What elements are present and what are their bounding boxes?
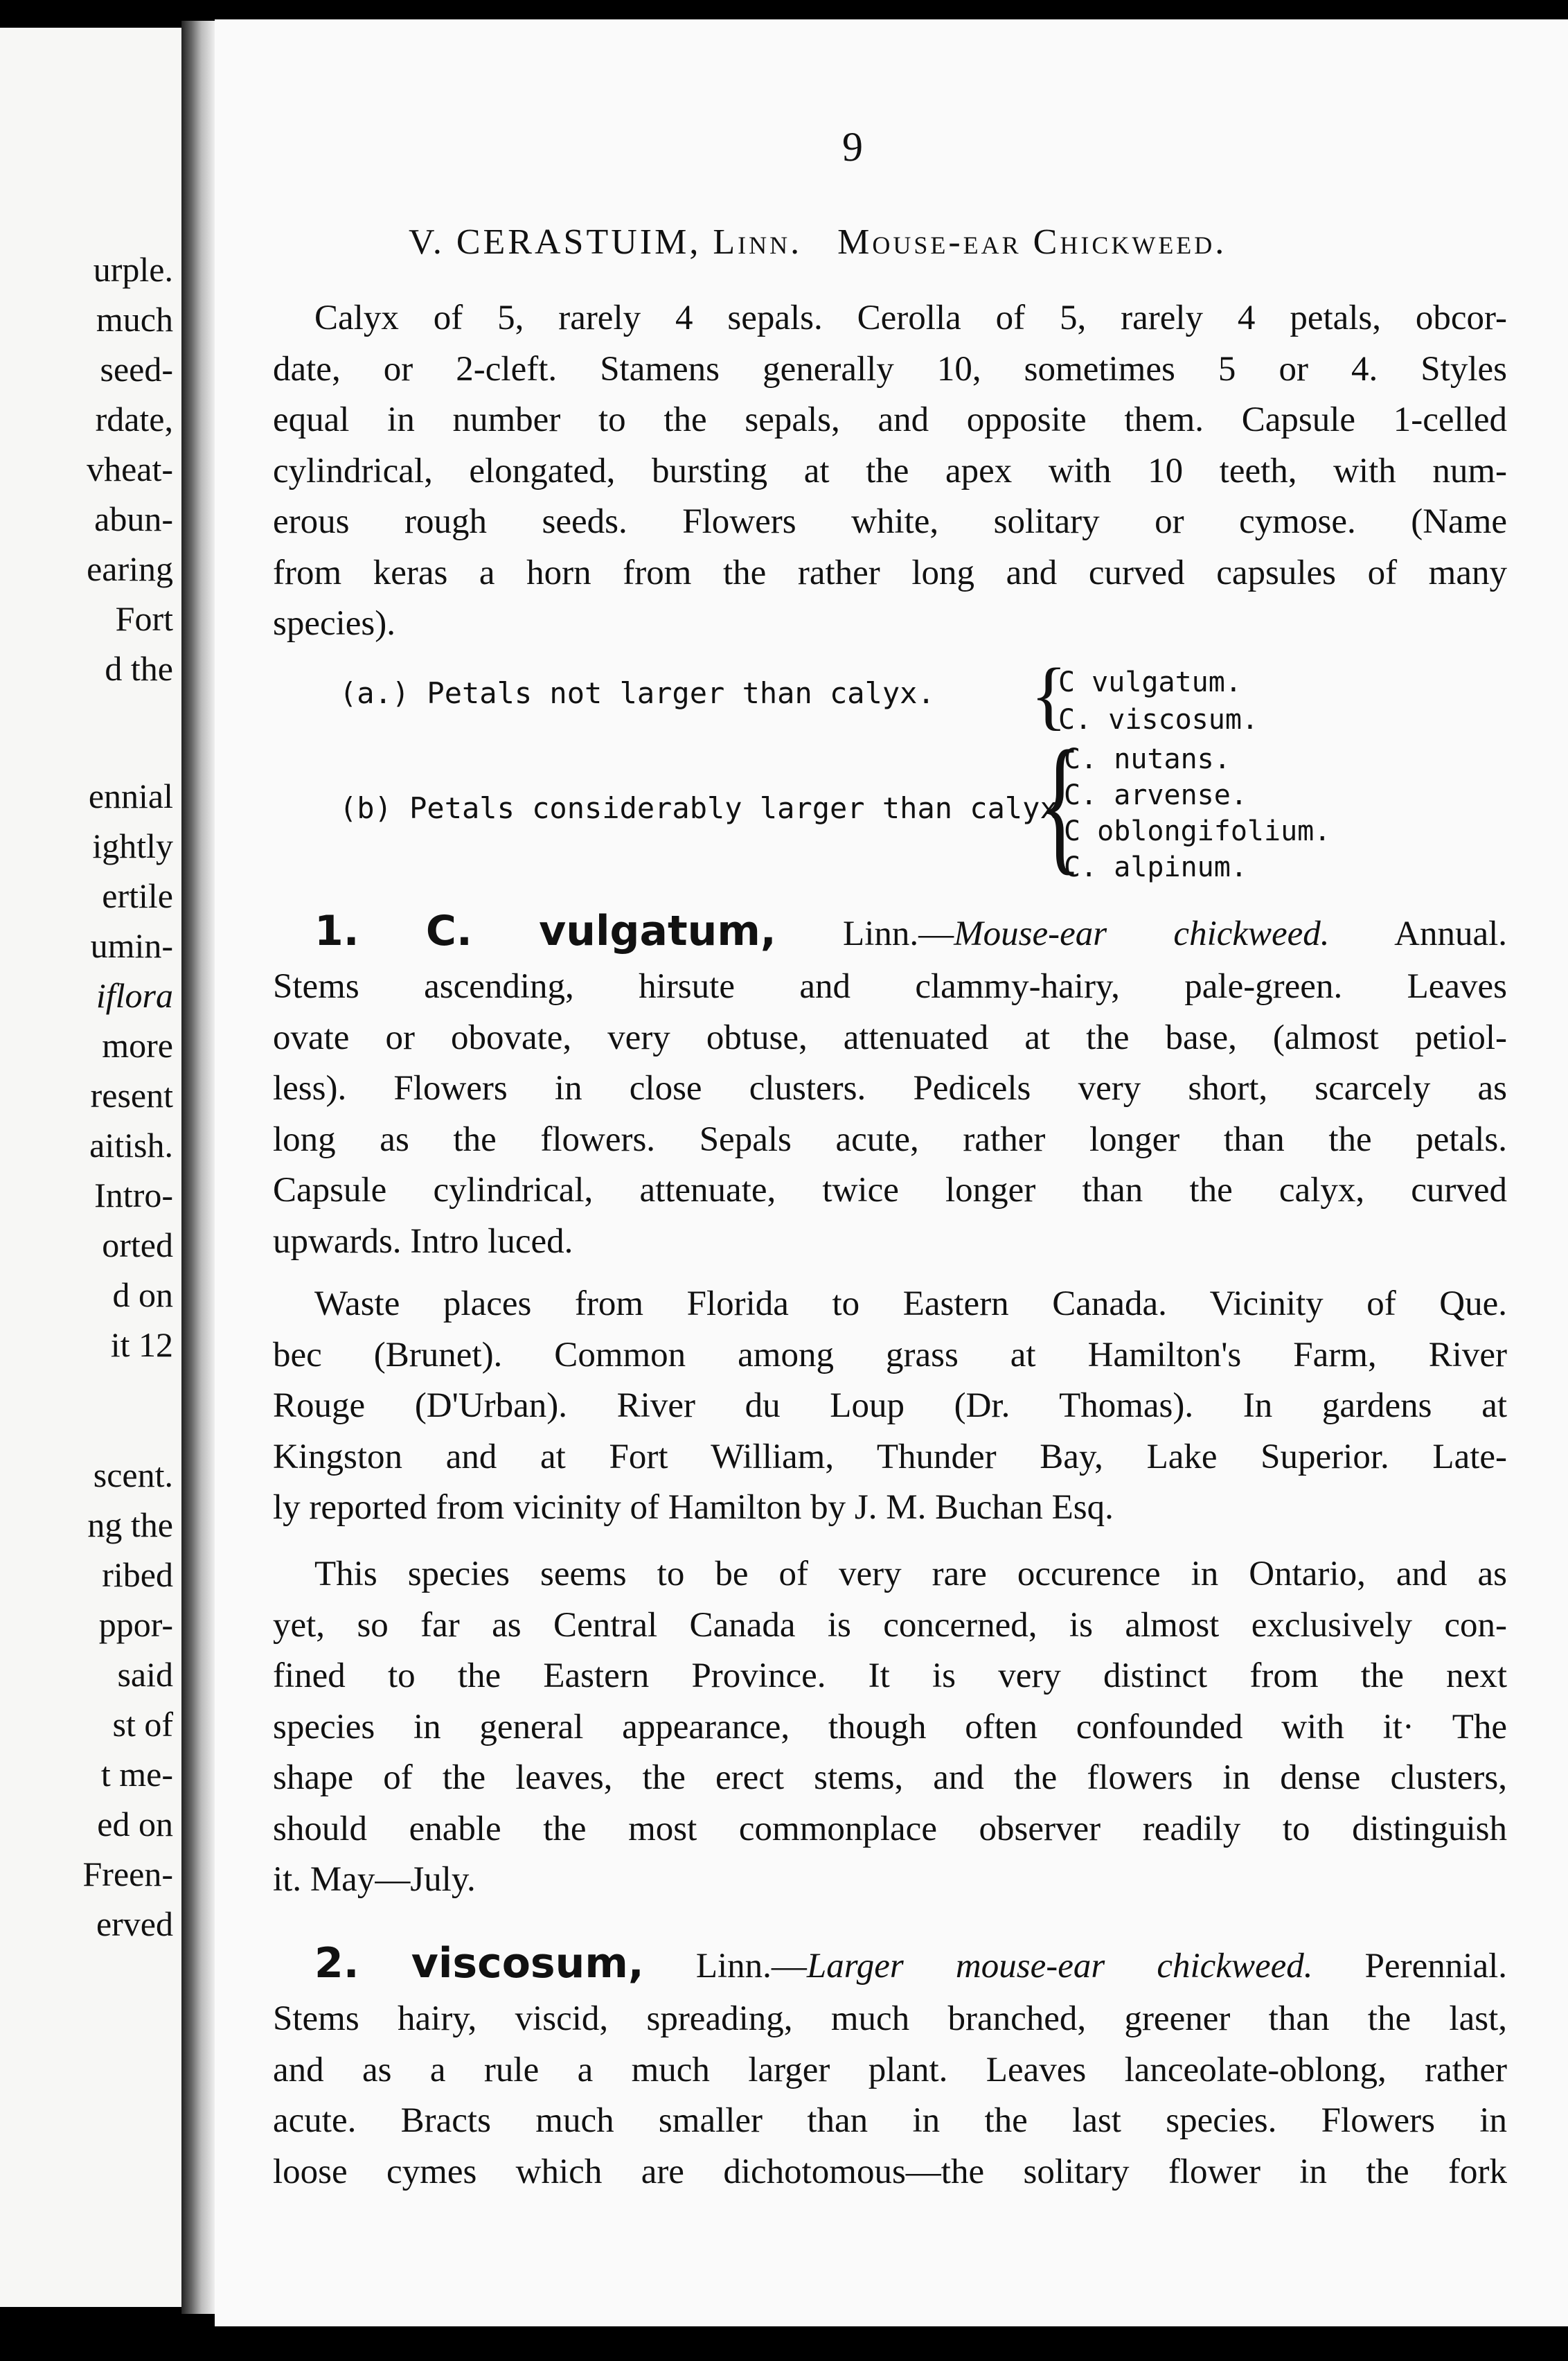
text-line: upwards. Intro luced. xyxy=(273,1221,573,1261)
text-line: less). Flowers in close clusters. Pedicels very short, scarcely as xyxy=(273,1069,1507,1108)
facing-line: erved xyxy=(96,1904,173,1943)
text-line: acute. Bracts much smaller than in the last species. Flowers in xyxy=(273,2101,1507,2140)
facing-line: vheat- xyxy=(87,450,173,488)
book-gutter xyxy=(181,21,215,2314)
facing-line: ightly xyxy=(92,826,173,865)
facing-line: Fort xyxy=(115,599,173,638)
species-1-name: vulgatum, xyxy=(539,907,776,955)
facing-line: seed- xyxy=(100,350,173,389)
genus-numeral: V. xyxy=(409,222,445,262)
text-line: ovate or obovate, very obtuse, attenuated at the base, (almost petiol- xyxy=(273,1018,1507,1057)
facing-line: ed on xyxy=(97,1805,173,1843)
facing-line: orted xyxy=(102,1226,173,1264)
species-1-notes xyxy=(273,1549,1507,1906)
facing-line: d on xyxy=(112,1275,173,1314)
facing-line: iflora xyxy=(96,976,173,1015)
species-2-number: 2. xyxy=(314,1939,359,1988)
key-species-item: C oblongifolium. xyxy=(1064,815,1331,847)
key-b-species xyxy=(1064,741,1330,885)
species-2-authority: Linn.— xyxy=(695,1947,807,1986)
facing-line: Freen- xyxy=(82,1855,173,1893)
facing-line: ng the xyxy=(87,1505,173,1544)
text-line: long as the flowers. Sepals acute, rather longer than the petals. xyxy=(273,1120,1507,1159)
key-species-item: C vulgatum. xyxy=(1058,666,1242,698)
genus-common-name: Mouse-ear Chickweed. xyxy=(837,222,1227,262)
text-line: bec (Brunet). Common among grass at Hamilton's Farm, River xyxy=(273,1335,1507,1374)
key-b-brace: { xyxy=(1038,719,1083,888)
text-line: Rouge (D'Urban). River du Loup (Dr. Thomas). In gardens at xyxy=(273,1386,1507,1425)
species-1-habitat xyxy=(273,1279,1507,1534)
key-species-item: C. alpinum. xyxy=(1064,851,1247,883)
key-a-brace: { xyxy=(1031,653,1067,737)
genus-heading xyxy=(409,222,1227,263)
facing-line: umin- xyxy=(90,926,173,965)
text-line: from keras a horn from the rather long and curved capsules of many xyxy=(273,553,1507,592)
text-line: should enable the most commonplace observer readily to distinguish xyxy=(273,1809,1507,1848)
text-line: Kingston and at Fort William, Thunder Bay, Lake Superior. Late- xyxy=(273,1437,1507,1476)
species-2-entry xyxy=(273,1938,1507,2198)
facing-line: said xyxy=(117,1655,173,1694)
facing-line: it 12 xyxy=(110,1325,173,1364)
facing-page-fragment xyxy=(0,28,181,2307)
species-1-number: 1. xyxy=(314,907,359,955)
species-1-common-name: Mouse-ear chickweed. xyxy=(954,914,1330,953)
key-species-item: C. arvense. xyxy=(1064,779,1247,811)
species-2-name: viscosum, xyxy=(411,1939,644,1988)
text-line: Stems ascending, hirsute and clammy-hairy, pale-green. Leaves xyxy=(273,967,1507,1006)
genus-description xyxy=(273,293,1507,650)
text-line: shape of the leaves, the erect stems, and the flowers in dense clusters, xyxy=(273,1758,1507,1797)
facing-line: ribed xyxy=(102,1555,173,1594)
species-1-entry xyxy=(273,906,1507,1267)
facing-line: st of xyxy=(112,1705,173,1744)
species-2-heading xyxy=(273,1938,1507,1994)
text-line: Calyx of 5, rarely 4 sepals. Cerolla of 5, rarely 4 petals, obcor- xyxy=(314,299,1507,337)
genus-authority: Linn. xyxy=(713,222,803,262)
text-line: ly reported from vicinity of Hamilton by J. M. Buchan Esq. xyxy=(273,1488,1114,1527)
text-line: and as a rule a much larger plant. Leaves lanceolate-oblong, rather xyxy=(273,2050,1507,2089)
facing-line: t me- xyxy=(100,1755,173,1794)
text-line: species). xyxy=(273,604,396,643)
text-line: it. May—July. xyxy=(273,1860,476,1899)
text-line: Capsule cylindrical, attenuate, twice longer than the calyx, curved xyxy=(273,1171,1507,1210)
key-a-species xyxy=(1058,664,1258,739)
key-a-label: (a.) Petals not larger than calyx. xyxy=(339,676,935,710)
facing-line: ennial xyxy=(88,777,173,815)
text-line: erous rough seeds. Flowers white, solitary or cymose. (Name xyxy=(273,502,1507,541)
text-line: Waste places from Florida to Eastern Canada. Vicinity of Que. xyxy=(314,1284,1507,1323)
genus-name: CERASTUIM, xyxy=(456,222,702,262)
facing-line: more xyxy=(102,1026,173,1065)
book-page xyxy=(215,19,1568,2326)
facing-line: earing xyxy=(87,549,173,588)
text-line: equal in number to the sepals, and opposite them. Capsule 1-celled xyxy=(273,400,1507,439)
facing-line: urple. xyxy=(93,250,173,289)
text-line: cylindrical, elongated, bursting at the apex with 10 teeth, with num- xyxy=(273,451,1507,490)
species-1-heading xyxy=(273,906,1507,962)
facing-line: scent. xyxy=(93,1456,173,1494)
species-2-common-name: Larger mouse-ear chickweed. xyxy=(806,1947,1313,1986)
facing-line: ertile xyxy=(102,876,173,915)
facing-line: aitish. xyxy=(89,1126,173,1165)
page-number: 9 xyxy=(842,124,863,170)
facing-line: much xyxy=(96,300,173,339)
facing-line: resent xyxy=(90,1076,173,1115)
text-line: species in general appearance, though often confounded with it· The xyxy=(273,1707,1507,1747)
text-line: date, or 2-cleft. Stamens generally 10, sometimes 5 or 4. Styles xyxy=(273,349,1507,389)
facing-line: rdate, xyxy=(95,400,173,439)
species-1-lifespan: Annual. xyxy=(1394,914,1508,953)
facing-line: Intro- xyxy=(94,1176,173,1214)
key-b-label: (b) Petals considerably larger than calyx xyxy=(339,791,1058,825)
facing-line: ppor- xyxy=(98,1605,173,1644)
species-2-lifespan: Perennial. xyxy=(1364,1947,1508,1986)
facing-line: d the xyxy=(105,649,173,688)
facing-line: abun- xyxy=(94,499,173,538)
text-line: loose cymes which are dichotomous—the solitary flower in the fork xyxy=(273,2152,1507,2191)
species-1-prefix: C. xyxy=(425,907,472,955)
key-species-item: C. viscosum. xyxy=(1058,704,1258,736)
key-species-item: C. nutans. xyxy=(1064,743,1231,775)
text-line: fined to the Eastern Province. It is very distinct from the next xyxy=(273,1656,1507,1695)
species-1-authority: Linn.— xyxy=(843,914,954,953)
text-line: yet, so far as Central Canada is concerned, is almost exclusively con- xyxy=(273,1605,1507,1645)
text-line: Stems hairy, viscid, spreading, much branched, greener than the last, xyxy=(273,1999,1507,2038)
text-line: This species seems to be of very rare occurence in Ontario, and as xyxy=(314,1555,1507,1593)
